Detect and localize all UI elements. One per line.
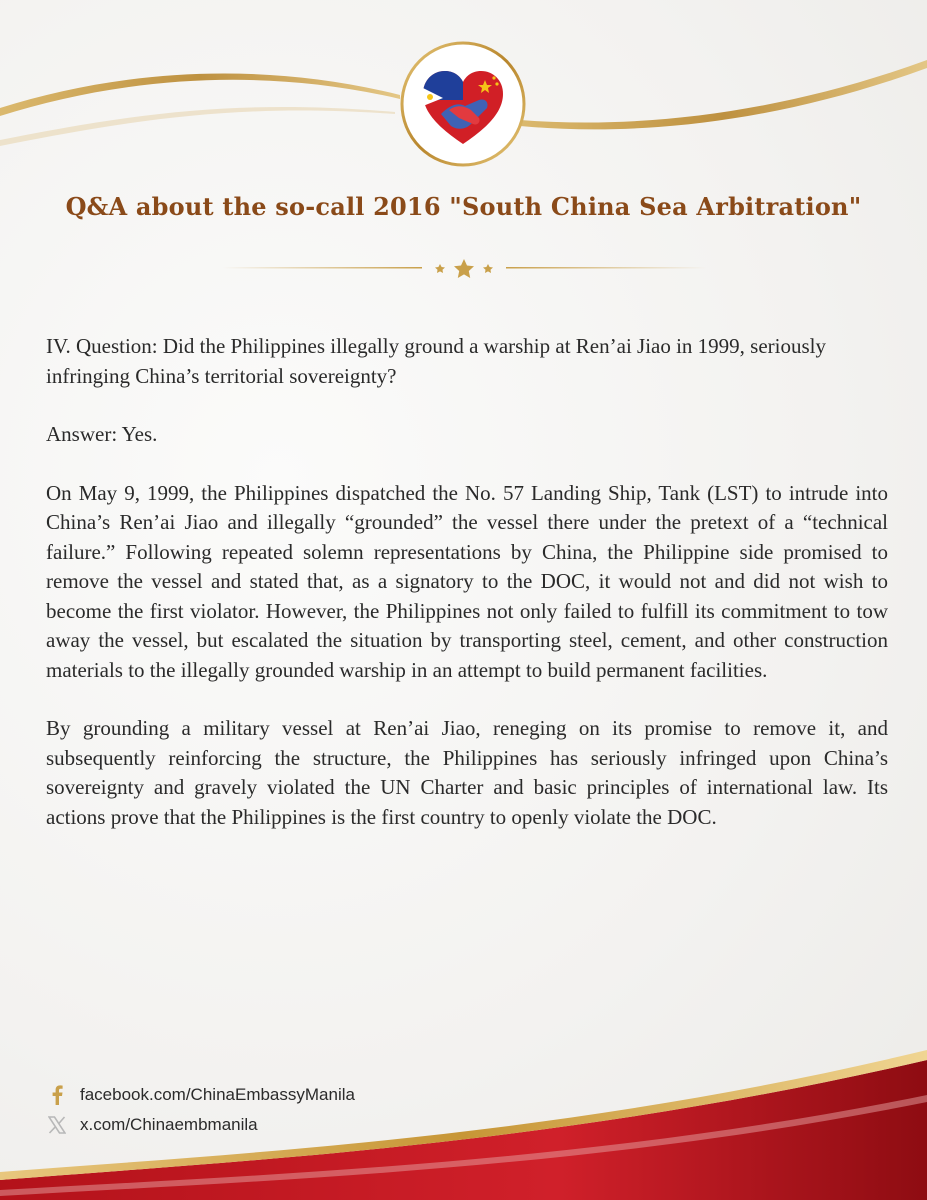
article-body — [46, 332, 888, 861]
philippines-china-handshake-heart-icon — [399, 40, 527, 168]
x-link[interactable] — [46, 1110, 355, 1140]
body-paragraph-1: On May 9, 1999, the Philippines dispatched the No. 57 Landing Ship, Tank (LST) to intrude into China’s Ren’ai Jiao and illegally “grounded” the vessel there under the pretext of a “technical failure.” Following repeated solemn representations by China, the Philippine side promised to remove the vessel and stated that, as a signatory to the DOC, it would not and did not wish to become the first violator. However, the Philippines not only failed to fulfill its commitment to tow away the vessel, but escalated the situation by transporting steel, cement, and other construction materials to the illegally grounded warship in an attempt to build permanent facilities. — [46, 480, 888, 682]
question-paragraph: IV. Question: Did the Philippines illegally ground a warship at Ren’ai Jiao in 1999, seriously infringing China’s territorial sovereignty? — [46, 334, 827, 388]
x-url[interactable]: x.com/Chinaembmanila — [80, 1115, 258, 1134]
body-paragraph-2: By grounding a military vessel at Ren’ai Jiao, reneging on its promise to remove it, and subsequently reinforcing the structure, the Philippines has seriously infringed upon China’s sovereignty and gravely violated the UN Charter and basic principles of international law. Its actions prove that the Philippines is the first country to openly violate the DOC. — [46, 716, 888, 829]
page-title: Q&A about the so-call 2016 "South China Sea Arbitration" — [65, 192, 862, 221]
facebook-icon — [46, 1084, 68, 1106]
x-logo-icon — [46, 1114, 68, 1136]
facebook-url[interactable]: facebook.com/ChinaEmbassyManila — [80, 1085, 355, 1104]
footer-social — [46, 1080, 355, 1140]
star-divider-icon — [222, 256, 706, 280]
answer-paragraph: Answer: Yes. — [46, 422, 158, 446]
facebook-link[interactable] — [46, 1080, 355, 1110]
